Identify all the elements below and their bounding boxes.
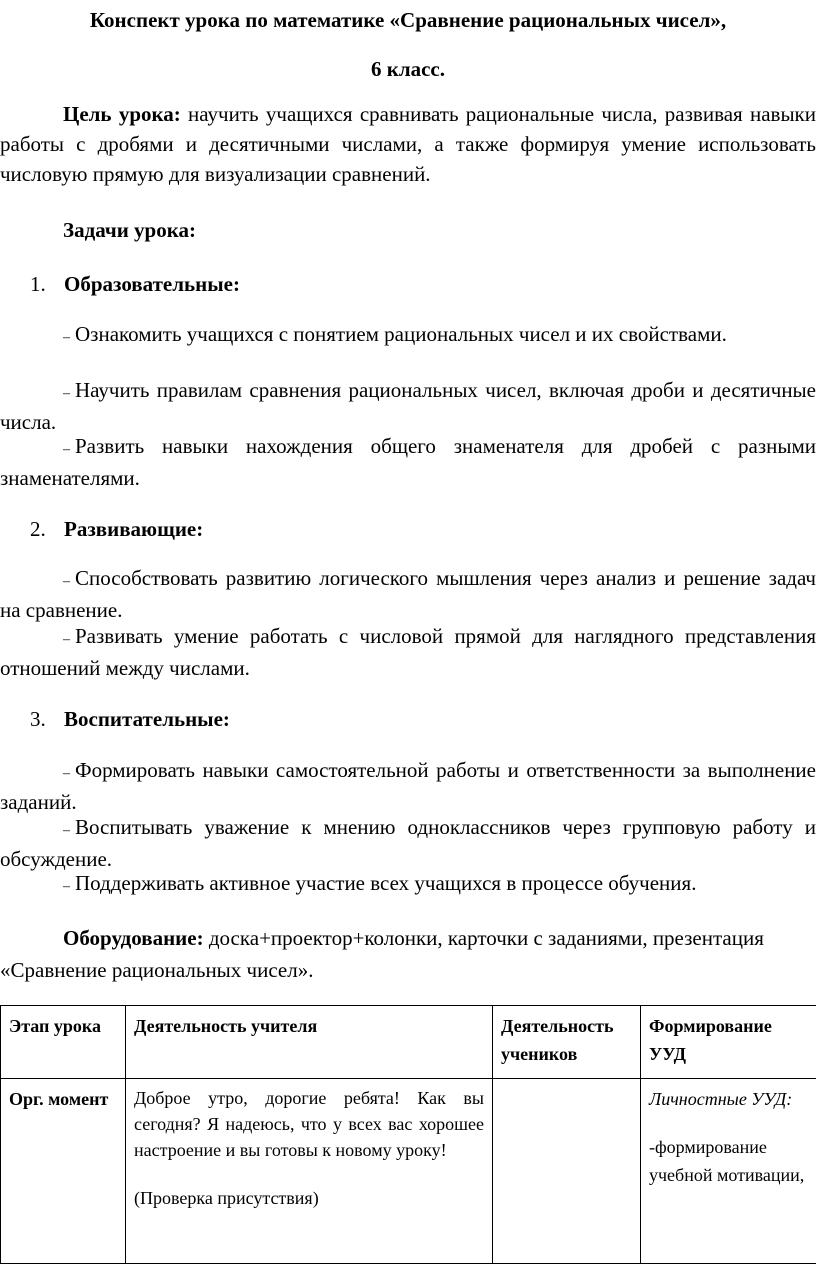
uud-cell: [641, 1079, 816, 1264]
document-title: Конспект урока по математике «Сравнение рациональных чисел»,: [0, 6, 816, 34]
goal-label: Цель урока:: [63, 102, 181, 126]
equipment: [0, 922, 816, 986]
uud-text: -формирование учебной мотивации,: [649, 1133, 808, 1189]
uud-title: Личностные УУД:: [649, 1085, 808, 1113]
list-item: – Развивать умение работать с числовой прямой для наглядного представления отношений между числами.: [0, 622, 816, 683]
list-item: – Формировать навыки самостоятельной работы и ответственности за выполнение заданий.: [0, 756, 816, 817]
equipment-label: Оборудование:: [63, 926, 204, 950]
tasks-heading: Задачи урока:: [63, 216, 196, 244]
section-heading: 2. Развивающие:: [30, 515, 203, 543]
grade-label: 6 класс.: [0, 55, 816, 83]
goal-text: научить учащихся сравнивать рациональные числа, развивая навыки работы с дробями и десятичными числами, а также формируя умение использовать числовую прямую для визуализации сравнений.: [0, 102, 816, 186]
lesson-table: [0, 1005, 816, 1264]
header-stage: Этап урока: [1, 1006, 126, 1079]
table-header-row: [1, 1006, 816, 1079]
equipment-text: доска+проектор+колонки, карточки с заданиями, презентация «Сравнение рациональных чисел».: [0, 926, 764, 982]
lesson-goal: [0, 99, 816, 189]
list-item: – Развить навыки нахождения общего знаменателя для дробей с разными знаменателями.: [0, 432, 816, 493]
stage-cell: Орг. момент: [1, 1079, 126, 1264]
list-item: – Воспитывать уважение к мнению одноклассников через групповую работу и обсуждение.: [0, 813, 816, 874]
list-item: – Поддерживать активное участие всех учащихся в процессе обучения.: [0, 869, 816, 901]
header-students: Деятельность учеников: [493, 1006, 641, 1079]
list-item: – Научить правилам сравнения рациональных чисел, включая дроби и десятичные числа.: [0, 376, 816, 437]
teacher-greeting: Доброе утро, дорогие ребята! Как вы сегодня? Я надеюсь, что у всех вас хорошее настроение и вы готовы к новому уроку!: [134, 1085, 484, 1163]
section-heading: 1. Образовательные:: [30, 270, 240, 298]
section-heading: 3. Воспитательные:: [30, 705, 230, 733]
list-item: – Ознакомить учащихся с понятием рациональных чисел и их свойствами.: [0, 320, 816, 352]
table-row: [1, 1079, 816, 1264]
header-uud: Формирование УУД: [641, 1006, 816, 1079]
teacher-attendance: (Проверка присутствия): [134, 1185, 484, 1211]
teacher-cell: [126, 1079, 493, 1264]
header-teacher: Деятельность учителя: [126, 1006, 493, 1079]
list-item: – Способствовать развитию логического мышления через анализ и решение задач на сравнение.: [0, 564, 816, 625]
students-cell: [493, 1079, 641, 1264]
